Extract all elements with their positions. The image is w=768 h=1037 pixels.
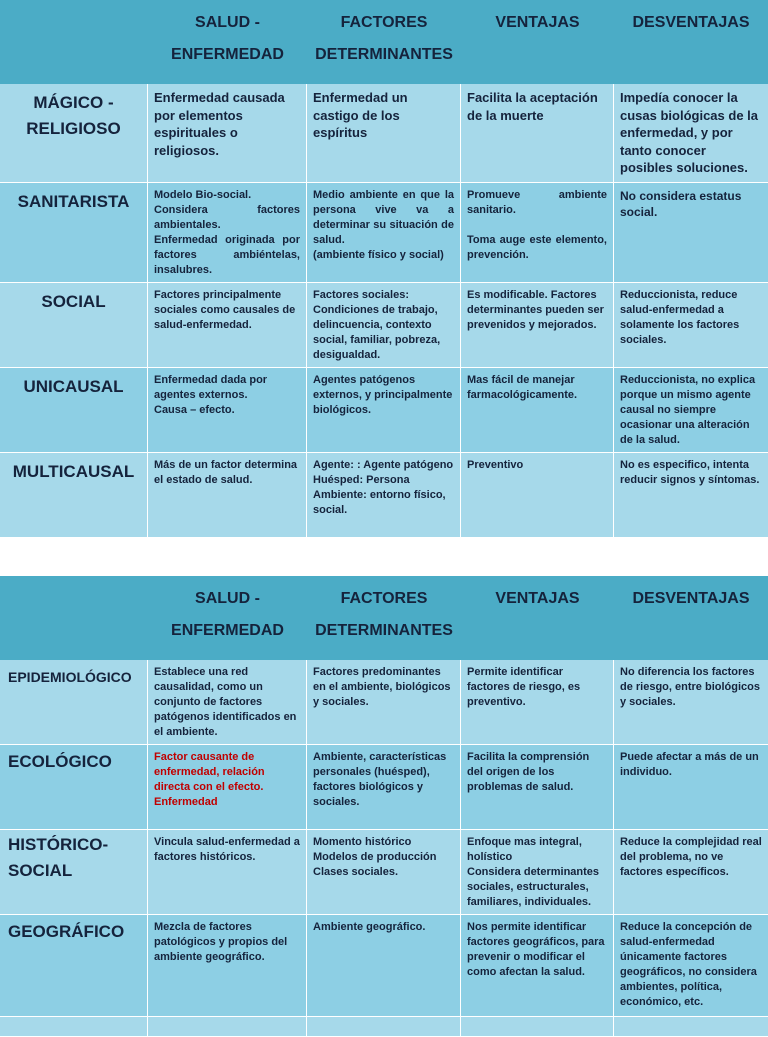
cell-ventajas: Facilita la comprensión del origen de los problemas de salud. [461, 745, 614, 830]
cell-ventajas: Preventivo [461, 453, 614, 538]
row-label: HISTÓRICO- SOCIAL [0, 830, 148, 915]
row-label: GEOGRÁFICO [0, 915, 148, 1017]
table-row [0, 283, 768, 368]
cell-factores: Enfermedad un castigo de los espíritus [307, 84, 461, 183]
cell-factores: Factores predominantes en el ambiente, biológicos y sociales. [307, 660, 461, 745]
header-ventajas: VENTAJAS [495, 590, 580, 607]
table-row [0, 660, 768, 745]
cell-desventajas: Impedía conocer la cusas biológicas de la enfermedad, y por tanto conocer posibles soluciones. [614, 84, 768, 183]
table-2 [0, 576, 768, 1037]
cell-factores: Agentes patógenos externos, y principalmente biológicos. [307, 368, 461, 453]
cell-desventajas: Reduce la complejidad real del problema, no ve factores específicos. [614, 830, 768, 915]
row-label: ECOLÓGICO [0, 745, 148, 830]
cell-factores: Agente: : Agente patógeno Huésped: Persona Ambiente: entorno físico, social. [307, 453, 461, 538]
cell-desventajas: No es especifico, intenta reducir signos y síntomas. [614, 453, 768, 538]
cell-desventajas: Reduccionista, reduce salud-enfermedad a solamente los factores sociales. [614, 283, 768, 368]
cell-salud-enfermedad: Factores principalmente sociales como causales de salud-enfermedad. [148, 283, 307, 368]
table-row [0, 183, 768, 283]
table-row [0, 745, 768, 830]
table-row [0, 453, 768, 538]
cell-salud-enfermedad: Modelo Bio-social. Considera factores ambientales. Enfermedad originada por factores ambiéntelas, insalubres. [148, 183, 307, 283]
header-salud-enfermedad: SALUD - ENFERMEDAD [171, 14, 284, 63]
cell-desventajas: No considera estatus social. [614, 183, 768, 283]
header-salud-enfermedad: SALUD - ENFERMEDAD [171, 590, 284, 639]
header-desventajas: DESVENTAJAS [632, 14, 750, 31]
cell-ventajas: Facilita la aceptación de la muerte [461, 84, 614, 183]
table-row [0, 368, 768, 453]
cell-desventajas: Puede afectar a más de un individuo. [614, 745, 768, 830]
table-header [0, 0, 768, 84]
cell-factores: Medio ambiente en que la persona vive va a determinar su situación de salud. (ambiente físico y social) [307, 183, 461, 283]
header-factores-determinantes: FACTORES DETERMINANTES [315, 14, 453, 63]
cell-factores: Factores sociales: Condiciones de trabajo, delincuencia, contexto social, familiar, pobreza, desigualdad. [307, 283, 461, 368]
cell-factores: Ambiente geográfico. [307, 915, 461, 1017]
cell-factores: Ambiente, características personales (huésped), factores biológicos y sociales. [307, 745, 461, 830]
cell-ventajas: Mas fácil de manejar farmacológicamente. [461, 368, 614, 453]
header-factores-determinantes: FACTORES DETERMINANTES [315, 590, 453, 639]
cell-ventajas: Permite identificar factores de riesgo, es preventivo. [461, 660, 614, 745]
table-row [0, 915, 768, 1017]
row-label: EPIDEMIOLÓGICO [0, 660, 148, 745]
cell-salud-enfermedad: Establece una red causalidad, como un conjunto de factores patógenos identificados en el ambiente. [148, 660, 307, 745]
cell-salud-enfermedad: Vincula salud-enfermedad a factores históricos. [148, 830, 307, 915]
header-desventajas: DESVENTAJAS [632, 590, 750, 607]
cell-salud-enfermedad: Mezcla de factores patológicos y propios del ambiente geográfico. [148, 915, 307, 1017]
cell-salud-enfermedad-highlighted: Factor causante de enfermedad, relación directa con el efecto. Enfermedad [148, 745, 307, 830]
cell-ventajas: Es modificable. Factores determinantes pueden ser prevenidos y mejorados. [461, 283, 614, 368]
cell-ventajas: Enfoque mas integral, holístico Considera determinantes sociales, estructurales, familiares, individuales. [461, 830, 614, 915]
row-label: MÁGICO - RELIGIOSO [0, 84, 148, 183]
cell-salud-enfermedad: Más de un factor determina el estado de salud. [148, 453, 307, 538]
cell-desventajas: Reduccionista, no explica porque un mismo agente causal no siempre ocasionar una alteración de la salud. [614, 368, 768, 453]
row-label: MULTICAUSAL [0, 453, 148, 538]
cell-desventajas: No diferencia los factores de riesgo, entre biológicos y sociales. [614, 660, 768, 745]
header-ventajas: VENTAJAS [495, 14, 580, 31]
cell-salud-enfermedad: Enfermedad causada por elementos espirituales o religiosos. [148, 84, 307, 183]
cell-ventajas: Promueve ambiente sanitario. Toma auge este elemento, prevención. [461, 183, 614, 283]
cell-desventajas: Reduce la concepción de salud-enfermedad únicamente factores geográficos, no considera ambientes, política, económico, etc. [614, 915, 768, 1017]
table-row-partial [0, 1017, 768, 1037]
cell-factores: Momento histórico Modelos de producción Clases sociales. [307, 830, 461, 915]
table-row [0, 830, 768, 915]
cell-ventajas: Nos permite identificar factores geográficos, para prevenir o modificar el como afectan la salud. [461, 915, 614, 1017]
cell-salud-enfermedad: Enfermedad dada por agentes externos. Causa – efecto. [148, 368, 307, 453]
table-row [0, 84, 768, 183]
table-header [0, 576, 768, 660]
row-label: SOCIAL [0, 283, 148, 368]
row-label: SANITARISTA [0, 183, 148, 283]
row-label: UNICAUSAL [0, 368, 148, 453]
